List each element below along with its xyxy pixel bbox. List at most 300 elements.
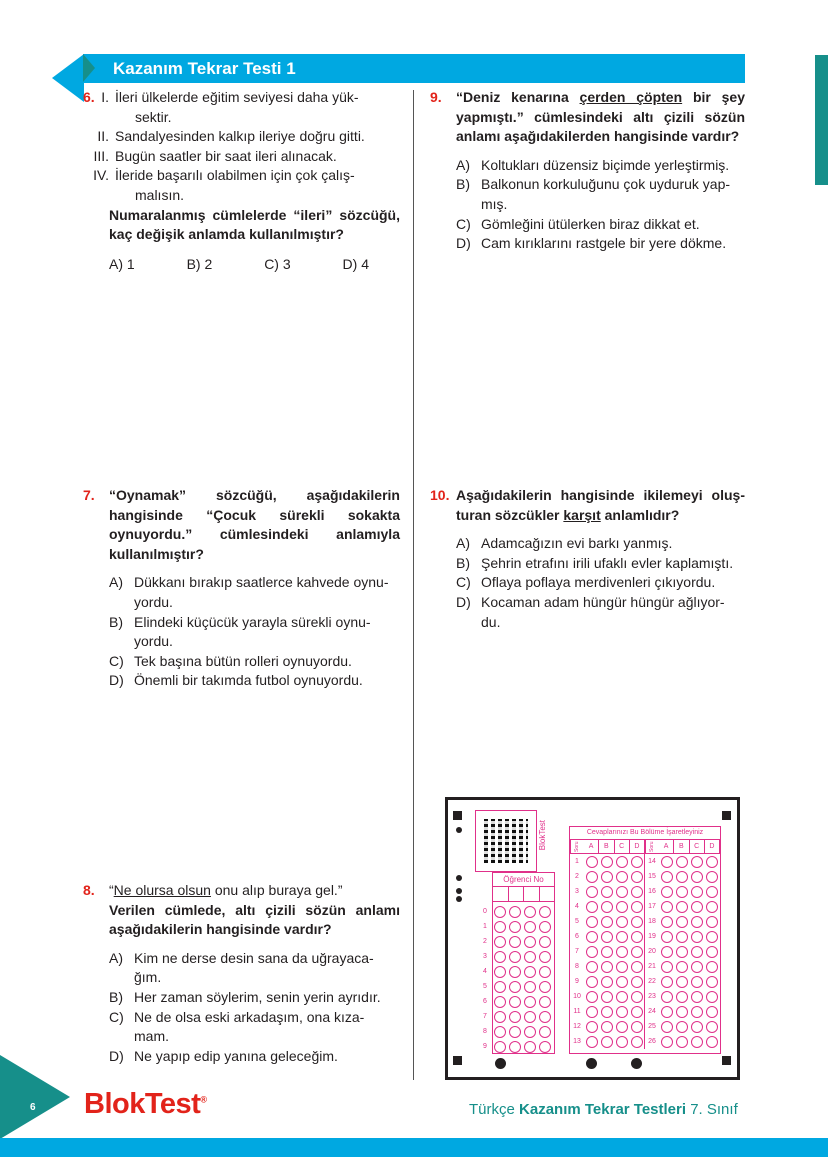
option-d[interactable] (456, 234, 745, 254)
option-letter: C) (456, 574, 471, 591)
bubble[interactable] (494, 1026, 506, 1038)
bubble[interactable] (601, 1006, 613, 1018)
question-label: 14 (648, 858, 656, 865)
question-label: 6 (575, 933, 579, 940)
option-letter: B) (109, 988, 123, 1005)
question-7 (83, 486, 400, 691)
digit-label: 5 (483, 983, 487, 990)
option-text: Kocaman adam hüngür hüngür ağlıyor- du. (481, 593, 725, 630)
bubble[interactable] (676, 916, 688, 928)
timing-dot (456, 896, 462, 902)
bubble[interactable] (691, 886, 703, 898)
digit-row (478, 1009, 539, 1024)
option-b[interactable]: B) 2 (186, 255, 213, 272)
question-label: 26 (648, 1038, 656, 1045)
bubble[interactable] (661, 991, 673, 1003)
bubble[interactable] (539, 981, 551, 993)
bubble[interactable] (706, 976, 718, 988)
answer-row (645, 1004, 720, 1019)
roman: IV. (93, 167, 109, 184)
answer-row (570, 1004, 644, 1019)
option-c[interactable] (456, 573, 745, 593)
bubble[interactable] (509, 936, 521, 948)
option-letter: A) (109, 949, 123, 966)
answer-row (570, 1034, 644, 1049)
option-letter: B) (456, 554, 470, 571)
bubble[interactable] (691, 1021, 703, 1033)
column-divider (413, 90, 414, 1080)
bubble[interactable] (706, 1036, 718, 1048)
option-text: Kim ne derse desin sana da uğrayaca- ğım. (134, 949, 374, 986)
bubble[interactable] (691, 931, 703, 943)
bubble[interactable] (539, 921, 551, 933)
digit-label: 0 (483, 908, 487, 915)
bubble[interactable] (691, 856, 703, 868)
question-label: 3 (575, 888, 579, 895)
bubble[interactable] (616, 901, 628, 913)
bubble[interactable] (509, 966, 521, 978)
brand-name: BlokTest (84, 1088, 201, 1120)
optical-answer-sheet (445, 797, 740, 1080)
question-label: 2 (575, 873, 579, 880)
bubble[interactable] (586, 1021, 598, 1033)
bubble[interactable] (631, 886, 643, 898)
bubble[interactable] (631, 946, 643, 958)
bubble[interactable] (601, 886, 613, 898)
bubble[interactable] (631, 901, 643, 913)
option-a[interactable] (109, 573, 400, 612)
digit-label: 2 (483, 938, 487, 945)
sheet-brand: BlokTest (538, 820, 547, 851)
bubble[interactable] (676, 856, 688, 868)
bubble[interactable] (616, 976, 628, 988)
bubble[interactable] (691, 901, 703, 913)
bubble[interactable] (661, 916, 673, 928)
answer-row (645, 974, 720, 989)
bubble[interactable] (586, 901, 598, 913)
bubble[interactable] (601, 1021, 613, 1033)
bubble[interactable] (494, 936, 506, 948)
footer-title (469, 1101, 738, 1118)
bubble[interactable] (676, 886, 688, 898)
digit-row (478, 904, 539, 919)
choice-label: A (659, 840, 674, 853)
answer-row (570, 914, 644, 929)
option-letter: B) (109, 613, 123, 630)
statement-cont: sektir. (135, 108, 172, 125)
underlined-phrase: karşıt (563, 506, 601, 523)
bubble[interactable] (691, 1006, 703, 1018)
bubble[interactable] (586, 1006, 598, 1018)
bubble[interactable] (661, 871, 673, 883)
option-d[interactable] (456, 593, 745, 632)
option-letter: D) (109, 672, 124, 689)
answer-row (570, 944, 644, 959)
digit-row (478, 949, 539, 964)
bubble[interactable] (631, 961, 643, 973)
answer-row (645, 929, 720, 944)
bubble[interactable] (539, 1041, 551, 1053)
bubble[interactable] (676, 976, 688, 988)
bubble[interactable] (706, 886, 718, 898)
bubble[interactable] (691, 916, 703, 928)
option-b[interactable] (109, 613, 400, 652)
bubble[interactable] (616, 946, 628, 958)
bubble[interactable] (586, 856, 598, 868)
bubble[interactable] (616, 991, 628, 1003)
answer-row (645, 899, 720, 914)
side-tab (815, 55, 828, 185)
brand-logo (84, 1088, 206, 1121)
bubble[interactable] (494, 906, 506, 918)
option-b[interactable] (456, 554, 745, 574)
bubble[interactable] (494, 921, 506, 933)
choice-label: D (705, 840, 720, 853)
question-stem: Numaralanmış cümlelerde “ileri” sözcüğü, kaç değişik anlamda kullanılmıştır? (109, 206, 400, 243)
bubble[interactable] (539, 951, 551, 963)
option-d[interactable]: D) 4 (342, 255, 369, 272)
bubble[interactable] (601, 871, 613, 883)
question-label: 11 (573, 1008, 581, 1015)
bubble[interactable] (691, 1036, 703, 1048)
header-triangle (83, 54, 95, 82)
bubble[interactable] (676, 961, 688, 973)
option-letter: C) (109, 1008, 124, 1025)
bubble[interactable] (539, 996, 551, 1008)
answer-row (645, 1034, 720, 1049)
option-c[interactable] (109, 652, 400, 672)
answer-row (645, 989, 720, 1004)
digit-label: 3 (483, 953, 487, 960)
answer-grid (569, 826, 721, 1054)
statement: Sandalyesinden kalkıp ileriye doğru gitti. (115, 128, 365, 145)
bubble[interactable] (616, 1036, 628, 1048)
footer-triangle (0, 1055, 70, 1139)
bubble[interactable] (706, 871, 718, 883)
option-a[interactable]: A) 1 (109, 255, 135, 272)
answer-row (645, 959, 720, 974)
timing-dot (456, 888, 462, 894)
bubble[interactable] (706, 1021, 718, 1033)
answer-row (570, 884, 644, 899)
option-text: Her zaman söylerim, senin yerin ayrıdır. (134, 988, 381, 1005)
bubble[interactable] (539, 936, 551, 948)
option-d[interactable] (109, 1047, 400, 1067)
bubble[interactable] (631, 991, 643, 1003)
option-a[interactable] (456, 156, 745, 176)
option-c[interactable]: C) 3 (264, 255, 291, 272)
option-b[interactable] (109, 988, 400, 1008)
bubble[interactable] (676, 1006, 688, 1018)
bubble[interactable] (586, 976, 598, 988)
answer-row (570, 929, 644, 944)
option-letter: D) (456, 593, 471, 610)
bubble[interactable] (494, 951, 506, 963)
corner-mark (722, 1056, 731, 1065)
bubble[interactable] (524, 1041, 536, 1053)
bubble[interactable] (586, 991, 598, 1003)
question-label: 19 (648, 933, 656, 940)
bubble[interactable] (706, 931, 718, 943)
option-b[interactable] (456, 175, 745, 214)
bubble[interactable] (631, 976, 643, 988)
page-number: 6 (30, 1102, 36, 1113)
bubble[interactable] (691, 976, 703, 988)
bubble[interactable] (509, 1011, 521, 1023)
bubble[interactable] (706, 961, 718, 973)
bubble[interactable] (601, 901, 613, 913)
bubble[interactable] (661, 946, 673, 958)
question-number: 10. (430, 487, 450, 503)
bubble[interactable] (706, 946, 718, 958)
bubble[interactable] (524, 1011, 536, 1023)
option-text: Balkonun korkuluğunu çok uyduruk yap- mış. (481, 176, 731, 212)
bubble[interactable] (661, 901, 673, 913)
option-text: Adamcağızın evi barkı yanmış. (481, 535, 673, 552)
bubble[interactable] (601, 961, 613, 973)
bubble[interactable] (494, 1011, 506, 1023)
option-letter: A) (109, 574, 123, 591)
bubble[interactable] (706, 991, 718, 1003)
option-letter: D) (456, 235, 471, 252)
bubble[interactable] (509, 981, 521, 993)
bubble[interactable] (601, 1036, 613, 1048)
bubble[interactable] (601, 946, 613, 958)
bubble[interactable] (631, 871, 643, 883)
bubble[interactable] (616, 931, 628, 943)
bubble[interactable] (586, 961, 598, 973)
bubble[interactable] (539, 1026, 551, 1038)
bubble[interactable] (691, 946, 703, 958)
question-stem (456, 88, 745, 147)
bubble[interactable] (524, 921, 536, 933)
bubble[interactable] (586, 1036, 598, 1048)
answer-row (570, 869, 644, 884)
option-text: Dükkanı bırakıp saatlerce kahvede oynu- yordu. (134, 574, 389, 610)
bubble[interactable] (586, 871, 598, 883)
digit-label: 7 (483, 1013, 487, 1020)
bubble[interactable] (661, 886, 673, 898)
option-text: Koltukları düzensiz biçimde yerleştirmiş. (481, 156, 730, 173)
bubble[interactable] (539, 966, 551, 978)
question-stem: Verilen cümlede, altı çizili sözün anlamı aşağıdakilerin hangisinde vardır? (109, 901, 400, 938)
bubble[interactable] (524, 981, 536, 993)
question-label: 13 (573, 1038, 581, 1045)
question-10 (430, 486, 745, 632)
answer-row (645, 884, 720, 899)
option-d[interactable] (109, 671, 400, 691)
bubble[interactable] (509, 906, 521, 918)
question-label: 24 (648, 1008, 656, 1015)
bubble[interactable] (616, 916, 628, 928)
digit-label: 1 (483, 923, 487, 930)
bubble[interactable] (631, 856, 643, 868)
roman: I. (101, 89, 109, 105)
answer-row (645, 869, 720, 884)
answer-row (645, 944, 720, 959)
bubble[interactable] (631, 1036, 643, 1048)
bubble[interactable] (524, 906, 536, 918)
bubble[interactable] (616, 961, 628, 973)
answer-row (570, 854, 644, 869)
question-label: 10 (573, 993, 581, 1000)
question-label: 4 (575, 903, 579, 910)
question-stem: “Oynamak” sözcüğü, aşağıdakilerin hangisinde “Çocuk sürekli sokakta oynuyordu.” cümlesindeki anlamıyla kullanılmıştır? (109, 487, 400, 562)
bubble[interactable] (494, 981, 506, 993)
bubble[interactable] (676, 871, 688, 883)
bubble[interactable] (616, 1021, 628, 1033)
bubble[interactable] (616, 856, 628, 868)
question-label: 16 (648, 888, 656, 895)
digit-row (478, 1039, 539, 1054)
bubble[interactable] (676, 931, 688, 943)
bubble[interactable] (676, 1036, 688, 1048)
bubble[interactable] (601, 931, 613, 943)
bubble[interactable] (586, 946, 598, 958)
bubble[interactable] (601, 976, 613, 988)
question-number: 8. (83, 882, 95, 898)
answer-row (645, 914, 720, 929)
student-number-grid (483, 872, 555, 1054)
bubble[interactable] (494, 996, 506, 1008)
corner-mark (722, 811, 731, 820)
question-number: 9. (430, 89, 442, 105)
bubble[interactable] (631, 931, 643, 943)
bubble[interactable] (509, 951, 521, 963)
answer-row (570, 989, 644, 1004)
footer-subject: Türkçe (469, 1101, 515, 1118)
bubble[interactable] (706, 1006, 718, 1018)
statement-cont: malısın. (135, 186, 185, 203)
bubble[interactable] (524, 996, 536, 1008)
timing-dot (495, 1058, 506, 1069)
bubble[interactable] (524, 1026, 536, 1038)
bubble[interactable] (631, 1021, 643, 1033)
bubble[interactable] (661, 1006, 673, 1018)
bubble[interactable] (661, 961, 673, 973)
bubble[interactable] (631, 916, 643, 928)
bubble[interactable] (616, 871, 628, 883)
choice-label: C (690, 840, 705, 853)
registered-mark: ® (200, 1094, 207, 1105)
question-label: 1 (575, 858, 579, 865)
question-label: 17 (648, 903, 656, 910)
option-letter: C) (109, 652, 124, 669)
option-text: Ne de olsa eski arkadaşım, ona kıza- mam. (134, 1008, 365, 1045)
option-a[interactable] (456, 534, 745, 554)
stem-text: anlamlıdır? (600, 506, 680, 523)
bubble[interactable] (676, 991, 688, 1003)
bubble[interactable] (509, 1026, 521, 1038)
bubble[interactable] (691, 991, 703, 1003)
bubble[interactable] (616, 886, 628, 898)
option-c[interactable] (109, 1008, 400, 1047)
digit-row (478, 934, 539, 949)
bubble[interactable] (676, 1021, 688, 1033)
bubble[interactable] (509, 1041, 521, 1053)
bubble[interactable] (494, 1041, 506, 1053)
question-8 (83, 881, 400, 1066)
option-text: Ne yapıp edip yanına geleceğim. (134, 1047, 338, 1064)
answer-row (645, 1019, 720, 1034)
bubble[interactable] (661, 931, 673, 943)
bubble[interactable] (661, 1036, 673, 1048)
option-text: Önemli bir takımda futbol oynuyordu. (134, 672, 363, 689)
underlined-phrase: Ne olursa olsun (113, 882, 211, 898)
bubble[interactable] (539, 906, 551, 918)
option-a[interactable] (109, 949, 400, 988)
option-c[interactable] (456, 215, 745, 235)
bubble[interactable] (509, 996, 521, 1008)
digit-row (478, 994, 539, 1009)
underlined-phrase: çerden çöpten (579, 89, 683, 105)
digit-label: 8 (483, 1028, 487, 1035)
bubble[interactable] (494, 966, 506, 978)
bubble[interactable] (601, 916, 613, 928)
digit-row (478, 1024, 539, 1039)
option-letter: D) (109, 1047, 124, 1064)
timing-dot (456, 875, 462, 881)
bubble[interactable] (509, 921, 521, 933)
bubble[interactable] (586, 931, 598, 943)
option-letter: B) (456, 176, 470, 193)
option-text: Elindeki küçücük yarayla sürekli oynu- yordu. (134, 613, 371, 650)
option-letter: A) (456, 535, 470, 552)
timing-dot (456, 827, 462, 833)
bubble[interactable] (691, 871, 703, 883)
bubble[interactable] (539, 1011, 551, 1023)
bubble[interactable] (661, 976, 673, 988)
question-label: 23 (648, 993, 656, 1000)
question-number: 6. (83, 89, 95, 105)
digit-label: 9 (483, 1043, 487, 1050)
bubble[interactable] (524, 936, 536, 948)
bubble[interactable] (691, 961, 703, 973)
quote-text: “ (109, 882, 114, 898)
bubble[interactable] (706, 916, 718, 928)
choice-label: B (599, 840, 614, 853)
soru-label: Soru (570, 840, 584, 853)
choice-label: D (630, 840, 645, 853)
bubble[interactable] (586, 886, 598, 898)
question-number: 7. (83, 487, 95, 503)
bubble[interactable] (601, 856, 613, 868)
question-9 (430, 88, 745, 254)
bubble[interactable] (524, 951, 536, 963)
option-letter: A) (456, 156, 470, 173)
bubble[interactable] (524, 966, 536, 978)
stem-text: bir şey yapmıştı.” cümlesindeki altı çizili sözün anlamı aşağıdakilerden hangisinde vardır? (456, 89, 745, 145)
bubble[interactable] (676, 901, 688, 913)
digit-row (478, 964, 539, 979)
digit-label: 6 (483, 998, 487, 1005)
bubble[interactable] (586, 916, 598, 928)
bubble[interactable] (631, 1006, 643, 1018)
question-label: 22 (648, 978, 656, 985)
option-text: Tek başına bütün rolleri oynuyordu. (134, 652, 352, 669)
qr-code (475, 810, 537, 872)
bubble[interactable] (661, 856, 673, 868)
option-text: Gömleğini ütülerken biraz dikkat et. (481, 215, 700, 232)
bubble[interactable] (706, 901, 718, 913)
bubble[interactable] (706, 856, 718, 868)
bubble[interactable] (616, 1006, 628, 1018)
answers-title: Cevaplarınızı Bu Bölüme İşaretleyiniz (570, 827, 720, 840)
bubble[interactable] (676, 946, 688, 958)
bubble[interactable] (601, 991, 613, 1003)
bubble[interactable] (661, 1021, 673, 1033)
quote-text: onu alıp buraya gel.” (210, 882, 343, 898)
